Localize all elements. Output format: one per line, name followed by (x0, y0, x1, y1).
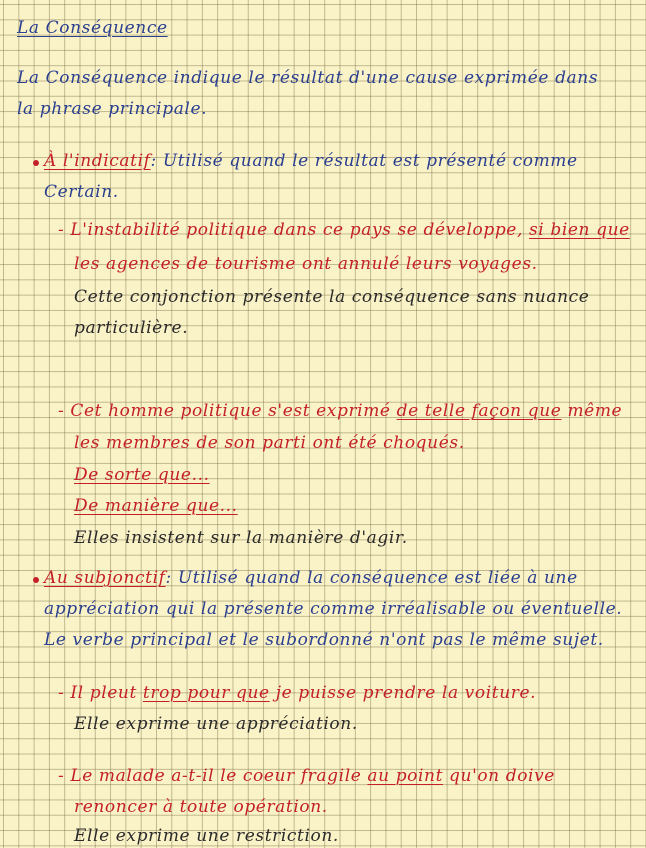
subjonctif-example-1-note: Elle exprime une appréciation. (74, 714, 358, 734)
indicatif-example-2-line-2: les membres de son parti ont été choqués. (74, 433, 465, 453)
subjonctif-definition-line-3: Le verbe principal et le subordonné n'ont pas le même sujet. (44, 630, 604, 650)
subjonctif-example-2-line-1 (58, 766, 555, 786)
indicatif-example-1-line-1 (58, 220, 630, 240)
intro-line-1: La Conséquence indique le résultat d'une cause exprimée dans (17, 68, 599, 88)
indicatif-definition-text: : Utilisé quand le résultat est présenté comme (150, 151, 578, 171)
example-sentence: Cet homme politique s'est exprimé (70, 401, 391, 421)
subjonctif-example-2-note: Elle exprime une restriction. (74, 826, 339, 846)
indicatif-example-1-note-1: Cette conjonction présente la conséquence sans nuance (74, 287, 590, 307)
bullet-icon (33, 160, 39, 166)
bullet-icon (33, 577, 39, 583)
indicatif-alternative-1: De sorte que... (74, 465, 210, 485)
indicatif-example-1-line-2: les agences de tourisme ont annulé leurs voyages. (74, 254, 538, 274)
dash: - (58, 683, 71, 703)
conjunction: si bien que (528, 220, 630, 240)
example-sentence: Il pleut (70, 683, 137, 703)
subjonctif-example-2-line-2: renoncer à toute opération. (74, 797, 328, 817)
subjonctif-definition-line-1 (44, 568, 578, 588)
dash: - (58, 766, 71, 786)
dash: - (58, 401, 71, 421)
example-sentence: L'instabilité politique dans ce pays se développe, (70, 220, 523, 240)
subjonctif-definition-line-2: appréciation qui la présente comme irréalisable ou éventuelle. (44, 599, 623, 619)
indicatif-definition-line-2: Certain. (44, 182, 119, 202)
indicatif-example-1-note-2: particulière. (74, 318, 189, 338)
conjunction: de telle façon que (396, 401, 562, 421)
indicatif-example-2-line-1 (58, 401, 622, 421)
example-sentence: Le malade a-t-il le coeur fragile (70, 766, 362, 786)
intro-line-2: la phrase principale. (17, 99, 208, 119)
conjunction: trop pour que (142, 683, 270, 703)
example-sentence-end: je puisse prendre la voiture. (275, 683, 537, 703)
example-sentence-end: même (567, 401, 623, 421)
page-title: La Conséquence (17, 18, 168, 38)
indicatif-alternative-2: De manière que... (74, 496, 238, 516)
subjonctif-heading: Au subjonctif (44, 568, 166, 588)
indicatif-example-2-note: Elles insistent sur la manière d'agir. (74, 528, 408, 548)
conjunction: au point (367, 766, 444, 786)
example-sentence-end: qu'on doive (449, 766, 555, 786)
indicatif-heading: À l'indicatif (44, 151, 151, 171)
indicatif-definition-line-1 (44, 151, 578, 171)
dash: - (58, 220, 71, 240)
subjonctif-example-1-line-1 (58, 683, 536, 703)
subjonctif-definition-text: : Utilisé quand la conséquence est liée à une (165, 568, 578, 588)
